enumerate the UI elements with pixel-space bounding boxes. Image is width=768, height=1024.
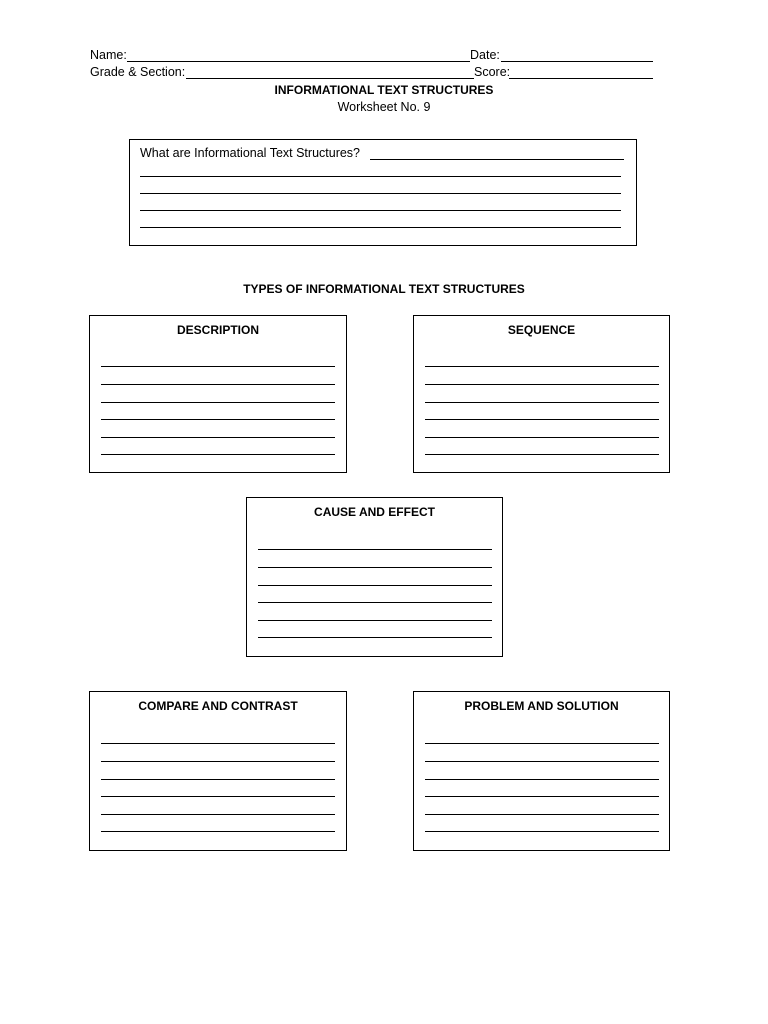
- cause-and-effect-title: CAUSE AND EFFECT: [314, 505, 435, 519]
- answer-line[interactable]: [258, 637, 492, 638]
- grade-section-label: Grade & Section:: [90, 65, 186, 79]
- answer-line[interactable]: [258, 620, 492, 621]
- cause-and-effect-box: [246, 497, 503, 657]
- answer-line[interactable]: [140, 193, 621, 194]
- answer-line[interactable]: [101, 402, 335, 403]
- grade-section-field[interactable]: [186, 65, 474, 79]
- answer-line[interactable]: [101, 831, 335, 832]
- compare-and-contrast-title: COMPARE AND CONTRAST: [138, 699, 298, 713]
- answer-line[interactable]: [140, 210, 621, 211]
- description-title: DESCRIPTION: [176, 323, 259, 337]
- sequence-box: [413, 315, 670, 473]
- score-label: Score:: [474, 65, 511, 79]
- answer-line[interactable]: [425, 779, 659, 780]
- answer-line[interactable]: [425, 831, 659, 832]
- answer-line[interactable]: [425, 419, 659, 420]
- problem-and-solution-box: [413, 691, 670, 851]
- answer-line[interactable]: [370, 159, 624, 160]
- answer-line[interactable]: [101, 419, 335, 420]
- worksheet-title: INFORMATIONAL TEXT STRUCTURES: [274, 83, 494, 97]
- worksheet-subtitle: Worksheet No. 9: [337, 100, 431, 114]
- question-box: [129, 139, 637, 246]
- name-field[interactable]: [127, 48, 470, 62]
- question-prompt: What are Informational Text Structures?: [140, 146, 361, 160]
- types-heading: TYPES OF INFORMATIONAL TEXT STRUCTURES: [243, 282, 525, 296]
- sequence-title: SEQUENCE: [507, 323, 576, 337]
- answer-line[interactable]: [425, 366, 659, 367]
- answer-line[interactable]: [140, 176, 621, 177]
- answer-line[interactable]: [101, 366, 335, 367]
- score-field[interactable]: [509, 65, 653, 79]
- date-label: Date:: [470, 48, 500, 62]
- answer-line[interactable]: [425, 454, 659, 455]
- answer-line[interactable]: [101, 796, 335, 797]
- answer-line[interactable]: [425, 814, 659, 815]
- answer-line[interactable]: [101, 779, 335, 780]
- answer-line[interactable]: [425, 796, 659, 797]
- description-box: [89, 315, 347, 473]
- answer-line[interactable]: [425, 402, 659, 403]
- answer-line[interactable]: [425, 743, 659, 744]
- answer-line[interactable]: [101, 454, 335, 455]
- answer-line[interactable]: [258, 567, 492, 568]
- answer-line[interactable]: [258, 585, 492, 586]
- answer-line[interactable]: [425, 437, 659, 438]
- answer-line[interactable]: [101, 761, 335, 762]
- answer-line[interactable]: [101, 437, 335, 438]
- answer-line[interactable]: [101, 814, 335, 815]
- answer-line[interactable]: [425, 761, 659, 762]
- answer-line[interactable]: [258, 549, 492, 550]
- answer-line[interactable]: [101, 743, 335, 744]
- name-label: Name:: [90, 48, 127, 62]
- compare-and-contrast-box: [89, 691, 347, 851]
- answer-line[interactable]: [140, 227, 621, 228]
- answer-line[interactable]: [425, 384, 659, 385]
- date-field[interactable]: [501, 48, 653, 62]
- answer-line[interactable]: [258, 602, 492, 603]
- problem-and-solution-title: PROBLEM AND SOLUTION: [464, 699, 619, 713]
- answer-line[interactable]: [101, 384, 335, 385]
